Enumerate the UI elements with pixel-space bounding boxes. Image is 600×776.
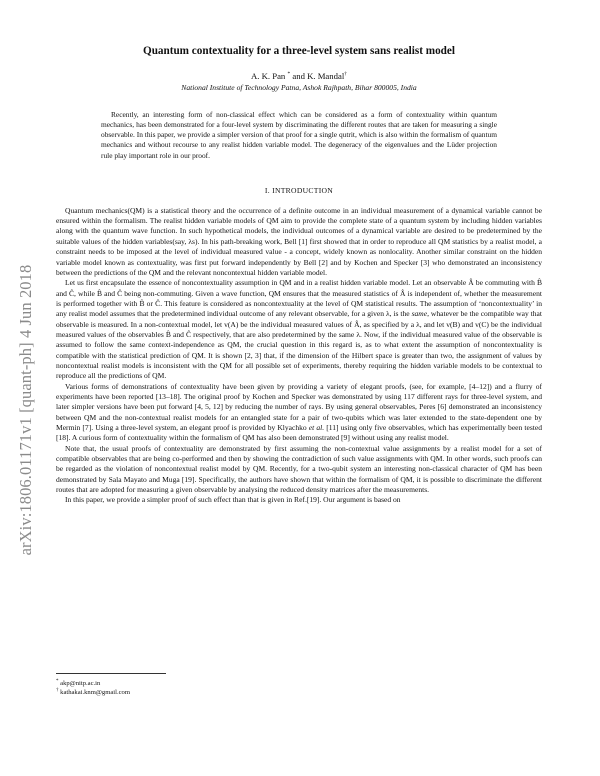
footnote (56, 679, 542, 688)
paper-title: Quantum contextuality for a three-level system sans realist model (143, 45, 455, 57)
abstract: Recently, an interesting form of non-classical effect which can be considered as a form of contextuality within quantum mechanics, has been demonstrated for a four-level system by discriminating the different routes that are taken for measuring a single observable. In this paper, we provide a simpler version of that proof for a single qutrit, which is also within the formalism of quantum mechanics and without recourse to any realist hidden variable model. The degeneracy of the eigenvalues and the Lüder projection rule play important role in our proof. (101, 110, 497, 160)
paper-content (56, 44, 542, 506)
paragraph-text: [11] using only five observables, which has experimentally been tested [18]. A curious form of contextuality within the formalism of QM has also been demonstrated [9] without using any realist model. (56, 423, 543, 443)
author-line (56, 71, 542, 82)
author-name: K. Mandal (307, 71, 345, 81)
footnote-mark: † (56, 687, 59, 693)
paragraph (56, 278, 542, 381)
author-conjunction: and (292, 71, 305, 81)
arxiv-identifier: arXiv:1806.01171v1 [quant-ph] 4 Jun 2018 (16, 264, 35, 556)
paragraph: Note that, the usual proofs of contextuality are demonstrated by first assuming the non-contextual value assignments by a realist model for a set of compatible observables that are being co-performed and then by showing the contradiction of such value assignments with QM. In other words, such proofs can be regarded as the violation of noncontextual realist model by QM. Recently, for a two-qubit system an interesting non-classical character of QM has been demonstrated by Sala Mayato and Muga [19]. Specifically, the authors have shown that within the formalism of QM, it is possible to discriminate the different routes that are adopted for measuring a given observable by analysing the reduced density matrices after the measurements. (56, 443, 542, 495)
paragraph: Quantum mechanics(QM) is a statistical theory and the occurrence of a definite outcome in an individual measurement of a dynamical variable cannot be ensured within the formalism. The realist hidden variable models of QM aim to provide the complete state of a quantum system by including hidden variables along with the quantum wave function. In such hypothetical models, the individual outcomes of a dynamical variable are desired to be predetermined by the suitable values of the hidden variables(say, λs). In his path-breaking work, Bell [1] first showed that in order to reproduce all QM statistics by a realist model, a constraint needs to be imposed at the level of individual measured value - a concept, widely known as nonlocality. Another similar constraint on the hidden variable model known as contextuality, was first put forward independently by Bell [2] and by Kochen and Specker [3] who demonstrated an inconsistency between the predictions of the QM and the relevant noncontextual hidden variable model. (56, 205, 542, 277)
affiliation: National Institute of Technology Patna, Ashok Rajhpath, Bihar 800005, India (181, 83, 417, 92)
section-heading: I. INTRODUCTION (264, 185, 334, 195)
paragraph (56, 382, 542, 444)
author-name: A. K. Pan (251, 71, 286, 81)
footnote-divider (56, 673, 166, 674)
footnote-mark: * (56, 678, 59, 684)
footnote (56, 688, 542, 697)
arxiv-sidebar (0, 0, 40, 776)
paragraph-text: Various forms of demonstrations of contextuality have been given by providing a variety of elegant proofs, (see, for example, [4–12]) and a flurry of experiments have been reported [13–18]. The original proof by Kochen and Specker was demonstrated by using 117 different rays for three-level system, and later simpler versions have been put forward [4, 5, 12] by reducing the number of rays. By using general observables, Peres [6] demonstrated an inconsistency between QM and the non-contextual realist models for an entangled state for a pair of two-qubits which was later extended to the state-dependent one by Mermin [7]. Using a three-level system, an elegant proof is provided by Klyachko (56, 381, 542, 432)
paragraph-text: , whatever be the compatible way that observable is measured. In a non-contextual model, let v(A) be the individual measured values of Â, as specified by a λ, and let v(B) and v(C) be the individual measured values of the observables B̂ and Ĉ respectively, that are also predetermined by the same λ. Now, if the individual measured value of the observable is assumed to follow the same context-independence as QM, the crucial question in this regard is, as to what extent the assumption of noncontextuality is compatible with the statistical prediction of QM. It is shown [2, 3] that, if the dimension of the Hilbert space is greater than two, the assignment of values by noncontextual realist models is inconsistent with the QM for all possible set of experiments, thereby requiring the hidden variable models to be contextual to reproduce all the predictions of QM. (56, 309, 542, 381)
author-footnote-mark: * (287, 71, 291, 78)
author-footnote-mark: † (344, 71, 347, 78)
paragraph-text: Let us first encapsulate the essence of noncontextuality assumption in QM and in a realist hidden variable model. Let an observable Â be commuting with B̂ and Ĉ, while B̂ and Ĉ being non-commuting. Given a wave function, QM ensures that the measured statistics of Â is independent of, whether the measurement is performed together with B̂ or Ĉ. This feature is considered as noncontextuality at the level of QM statistical results. The assumption of ‘noncontextuality’ in any realist model assumes that the predetermined individual outcome of any relevant observable, for a given λ, is the (56, 278, 542, 319)
footnote-email: kathakai.knm@gmail.com (60, 689, 130, 696)
footnote-email: akp@nitp.ac.in (60, 680, 101, 687)
emphasis: et al. (308, 423, 325, 432)
body-text (56, 206, 542, 506)
footnotes (56, 673, 542, 697)
emphasis: same (411, 309, 428, 319)
paragraph: In this paper, we provide a simpler proof of such effect than that is given in Ref.[19]. Our argument is based on (65, 495, 401, 505)
